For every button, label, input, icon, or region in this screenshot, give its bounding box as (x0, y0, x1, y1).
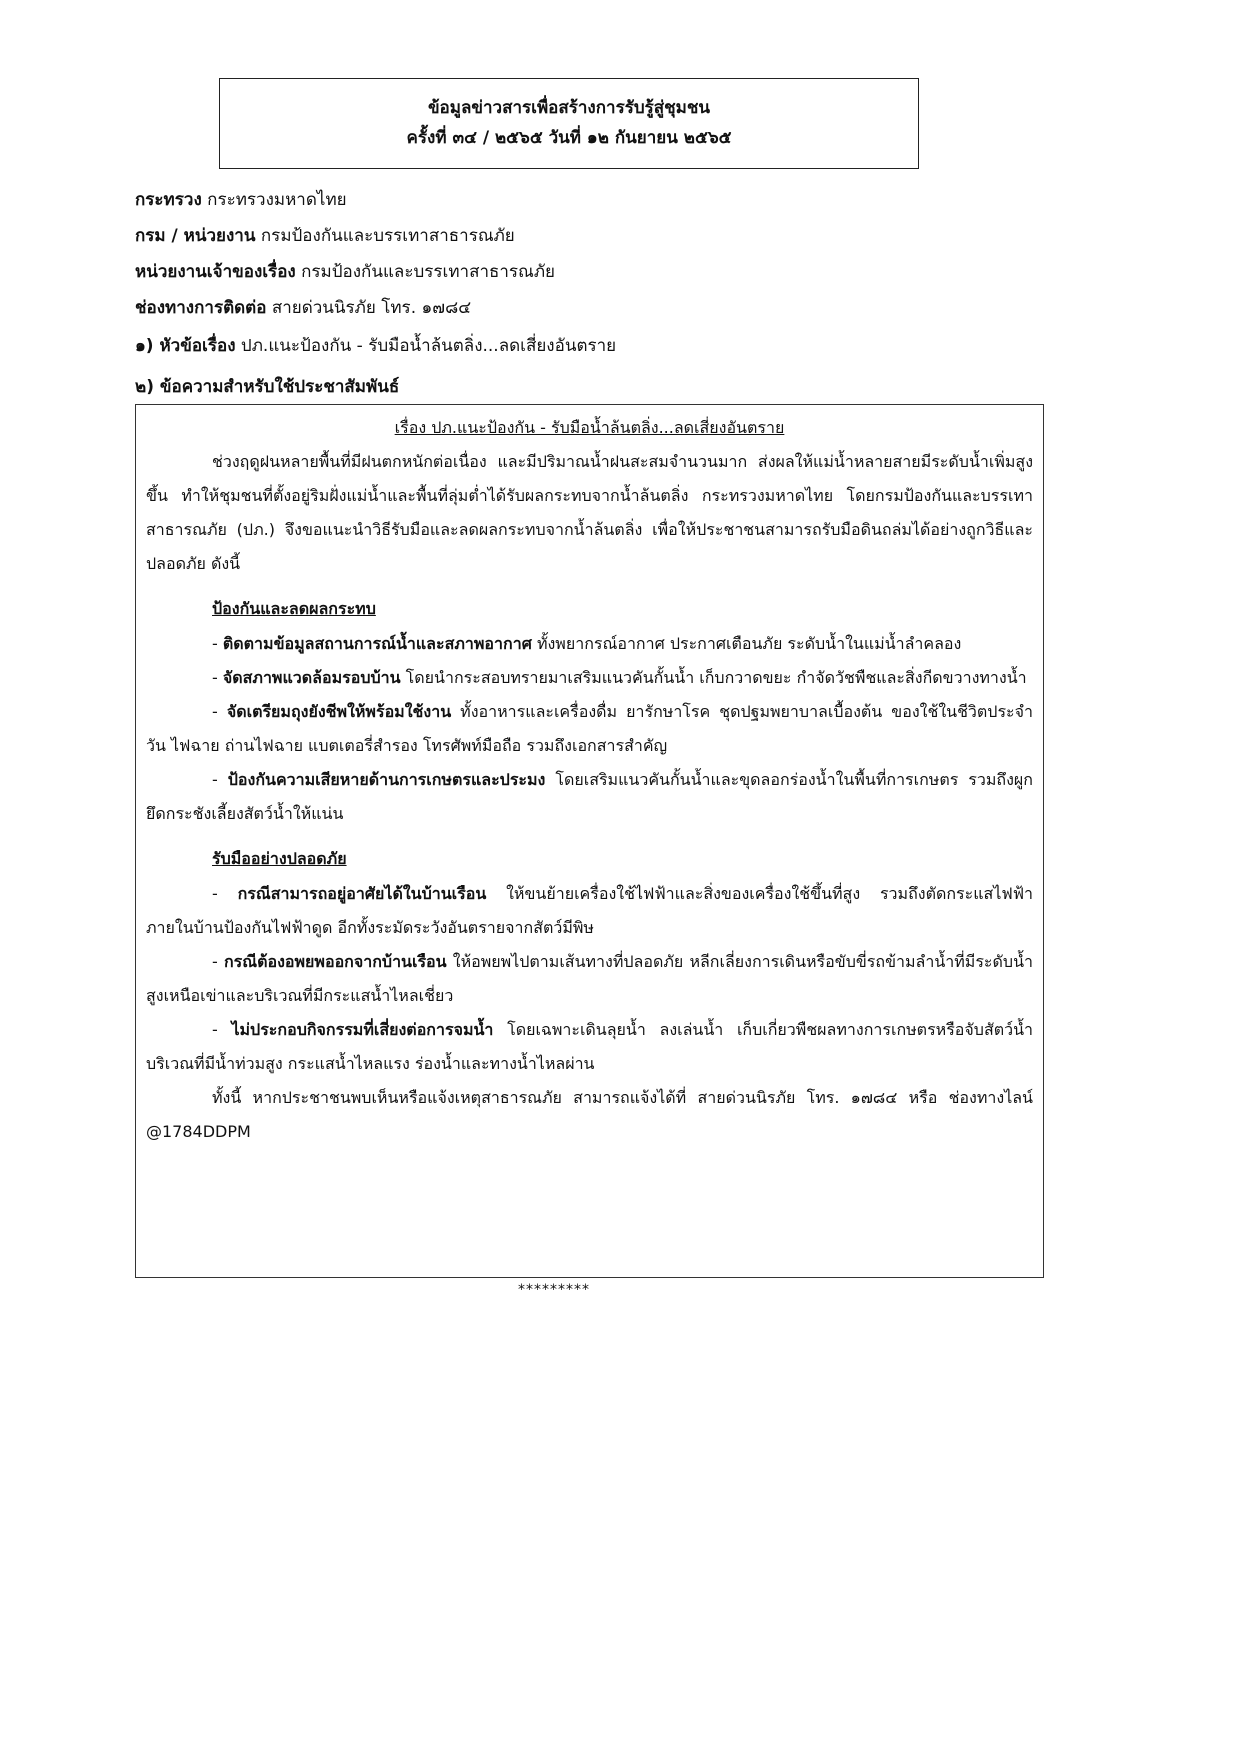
section-a-heading: ป้องกันและลดผลกระทบ (212, 599, 376, 618)
meta-label: หน่วยงานเจ้าของเรื่อง (135, 262, 296, 282)
list-item: - ติดตามข้อมูลสถานการณ์น้ำและสภาพอากาศ ทั้งพยากรณ์อากาศ ประกาศเตือนภัย ระดับน้ำในแม่น้ำลำคลอง (212, 634, 962, 653)
meta-value: สายด่วนนิรภัย โทร. ๑๗๘๔ (271, 298, 472, 318)
meta-label: กรม / หน่วยงาน (135, 226, 256, 246)
item-bold: กรณีต้องอพยพออกจากบ้านเรือน (223, 952, 447, 971)
meta-owner-agency (135, 254, 1035, 290)
list-item: - ไม่ประกอบกิจกรรมที่เสี่ยงต่อการจมน้ำ โดยเฉพาะเดินลุยน้ำ ลงเล่นน้ำ เก็บเกี่ยวพืชผลทางการเกษตรหรือจับสัตว์น้ำบริเวณที่มีน้ำท่วมสูง กระแสน้ำไหลแรง ร่องน้ำและทางน้ำไหลผ่าน (146, 1020, 1033, 1073)
pr-content-box (135, 404, 1044, 1278)
item-text: ทั้งพยากรณ์อากาศ ประกาศเตือนภัย ระดับน้ำในแม่น้ำลำคลอง (536, 634, 962, 653)
list-item: - ป้องกันความเสียหายด้านการเกษตรและประมง โดยเสริมแนวคันกั้นน้ำและขุดลอกร่องน้ำในพื้นที่การเกษตร รวมถึงผูกยึดกระชังเลี้ยงสัตว์น้ำให้แน่น (146, 770, 1033, 823)
meta-ministry (135, 182, 1035, 218)
item-bold: ติดตามข้อมูลสถานการณ์น้ำและสภาพอากาศ (222, 634, 532, 653)
meta-department (135, 218, 1035, 254)
item-bold: จัดสภาพแวดล้อมรอบบ้าน (222, 668, 401, 687)
item-bold: ไม่ประกอบกิจกรรมที่เสี่ยงต่อการจมน้ำ (231, 1020, 494, 1039)
closing-paragraph: ทั้งนี้ หากประชาชนพบเห็นหรือแจ้งเหตุสาธารณภัย สามารถแจ้งได้ที่ สายด่วนนิรภัย โทร. ๑๗๘๔ หรือ ช่องทางไลน์ @1784DDPM (146, 1088, 1033, 1141)
list-item: - จัดสภาพแวดล้อมรอบบ้าน โดยนำกระสอบทรายมาเสริมแนวคันกั้นน้ำ เก็บกวาดขยะ กำจัดวัชพืชและสิ่งกีดขวางทางน้ำ (212, 668, 1027, 687)
intro-paragraph: ช่วงฤดูฝนหลายพื้นที่มีฝนตกหนักต่อเนื่อง และมีปริมาณน้ำฝนสะสมจำนวนมาก ส่งผลให้แม่น้ำหลายสายมีระดับน้ำเพิ่มสูงขึ้น ทำให้ชุมชนที่ตั้งอยู่ริมฝั่งแม่น้ำและพื้นที่ลุ่มต่ำได้รับผลกระทบจากน้ำล้นตลิ่ง กระทรวงมหาดไทย โดยกรมป้องกันและบรรเทาสาธารณภัย (ปภ.) จึงขอแนะนำวิธีรับมือและลดผลกระทบจากน้ำล้นตลิ่ง เพื่อให้ประชาชนสามารถรับมือดินถล่มได้อย่างถูกวิธีและปลอดภัย ดังนี้ (146, 452, 1033, 573)
item-text: ให้อพยพไปตามเส้นทางที่ปลอดภัย หลีกเลี่ยงการเดินหรือขับขี่รถข้ามลำน้ำที่มีระดับน้ำสูงเหนือเข่าและบริเวณที่มีกระแสน้ำไหลเชี่ยว (146, 952, 1033, 1005)
item-bold: กรณีสามารถอยู่อาศัยได้ในบ้านเรือน (237, 884, 487, 903)
list-item: - กรณีต้องอพยพออกจากบ้านเรือน ให้อพยพไปตามเส้นทางที่ปลอดภัย หลีกเลี่ยงการเดินหรือขับขี่รถข้ามลำน้ำที่มีระดับน้ำสูงเหนือเข่าและบริเวณที่มีกระแสน้ำไหลเชี่ยว (146, 952, 1033, 1005)
document-meta (135, 182, 1035, 326)
meta-contact (135, 290, 1035, 326)
item-text: ให้ขนย้ายเครื่องใช้ไฟฟ้าและสิ่งของเครื่องใช้ขึ้นที่สูง รวมถึงตัดกระแสไฟฟ้าภายในบ้านป้องกันไฟฟ้าดูด อีกทั้งระมัดระวังอันตรายจากสัตว์มีพิษ (146, 884, 1034, 937)
document-header-box (219, 78, 919, 169)
item-text: โดยนำกระสอบทรายมาเสริมแนวคันกั้นน้ำ เก็บกวาดขยะ กำจัดวัชพืชและสิ่งกีดขวางทางน้ำ (405, 668, 1027, 687)
item-text: ทั้งอาหารและเครื่องดื่ม ยารักษาโรค ชุดปฐมพยาบาลเบื้องต้น ของใช้ในชีวิตประจำวัน ไฟฉาย ถ่านไฟฉาย แบตเตอรี่สำรอง โทรศัพท์มือถือ รวมถึงเอกสารสำคัญ (146, 702, 1034, 755)
item-text: โดยเสริมแนวคันกั้นน้ำและขุดลอกร่องน้ำในพื้นที่การเกษตร รวมถึงผูกยึดกระชังเลี้ยงสัตว์น้ำให้แน่น (146, 770, 1033, 823)
content-title: เรื่อง ปภ.แนะป้องกัน - รับมือน้ำล้นตลิ่ง...ลดเสี่ยงอันตราย (394, 418, 785, 437)
subject-line (135, 328, 616, 364)
subject-value: ปภ.แนะป้องกัน - รับมือน้ำล้นตลิ่ง...ลดเสี่ยงอันตราย (240, 336, 617, 356)
meta-label: ช่องทางการติดต่อ (135, 298, 267, 318)
item-text: โดยเฉพาะเดินลุยน้ำ ลงเล่นน้ำ เก็บเกี่ยวพืชผลทางการเกษตรหรือจับสัตว์น้ำบริเวณที่มีน้ำท่วมสูง กระแสน้ำไหลแรง ร่องน้ำและทางน้ำไหลผ่าน (146, 1020, 1033, 1073)
section-b-heading: รับมืออย่างปลอดภัย (212, 849, 347, 868)
meta-label: กระทรวง (135, 190, 202, 210)
item-bold: จัดเตรียมถุงยังชีพให้พร้อมใช้งาน (226, 702, 452, 721)
meta-value: กระทรวงมหาดไทย (207, 190, 347, 210)
list-item: - จัดเตรียมถุงยังชีพให้พร้อมใช้งาน ทั้งอาหารและเครื่องดื่ม ยารักษาโรค ชุดปฐมพยาบาลเบื้องต้น ของใช้ในชีวิตประจำวัน ไฟฉาย ถ่านไฟฉาย แบตเตอรี่สำรอง โทรศัพท์มือถือ รวมถึงเอกสารสำคัญ (146, 702, 1034, 755)
section2-heading: ๒) ข้อความสำหรับใช้ประชาสัมพันธ์ (135, 377, 400, 397)
header-issue-date: ครั้งที่ ๓๔ / ๒๕๖๕ วันที่ ๑๒ กันยายน ๒๕๖๕ (406, 128, 732, 148)
list-item: - กรณีสามารถอยู่อาศัยได้ในบ้านเรือน ให้ขนย้ายเครื่องใช้ไฟฟ้าและสิ่งของเครื่องใช้ขึ้นที่สูง รวมถึงตัดกระแสไฟฟ้าภายในบ้านป้องกันไฟฟ้าดูด อีกทั้งระมัดระวังอันตรายจากสัตว์มีพิษ (146, 884, 1034, 937)
end-mark: ********* (518, 1282, 590, 1298)
item-bold: ป้องกันความเสียหายด้านการเกษตรและประมง (227, 770, 546, 789)
subject-label: ๑) หัวข้อเรื่อง (135, 336, 236, 356)
meta-value: กรมป้องกันและบรรเทาสาธารณภัย (260, 226, 515, 246)
meta-value: กรมป้องกันและบรรเทาสาธารณภัย (301, 262, 555, 282)
header-title: ข้อมูลข่าวสารเพื่อสร้างการรับรู้สู่ชุมชน (427, 98, 711, 118)
